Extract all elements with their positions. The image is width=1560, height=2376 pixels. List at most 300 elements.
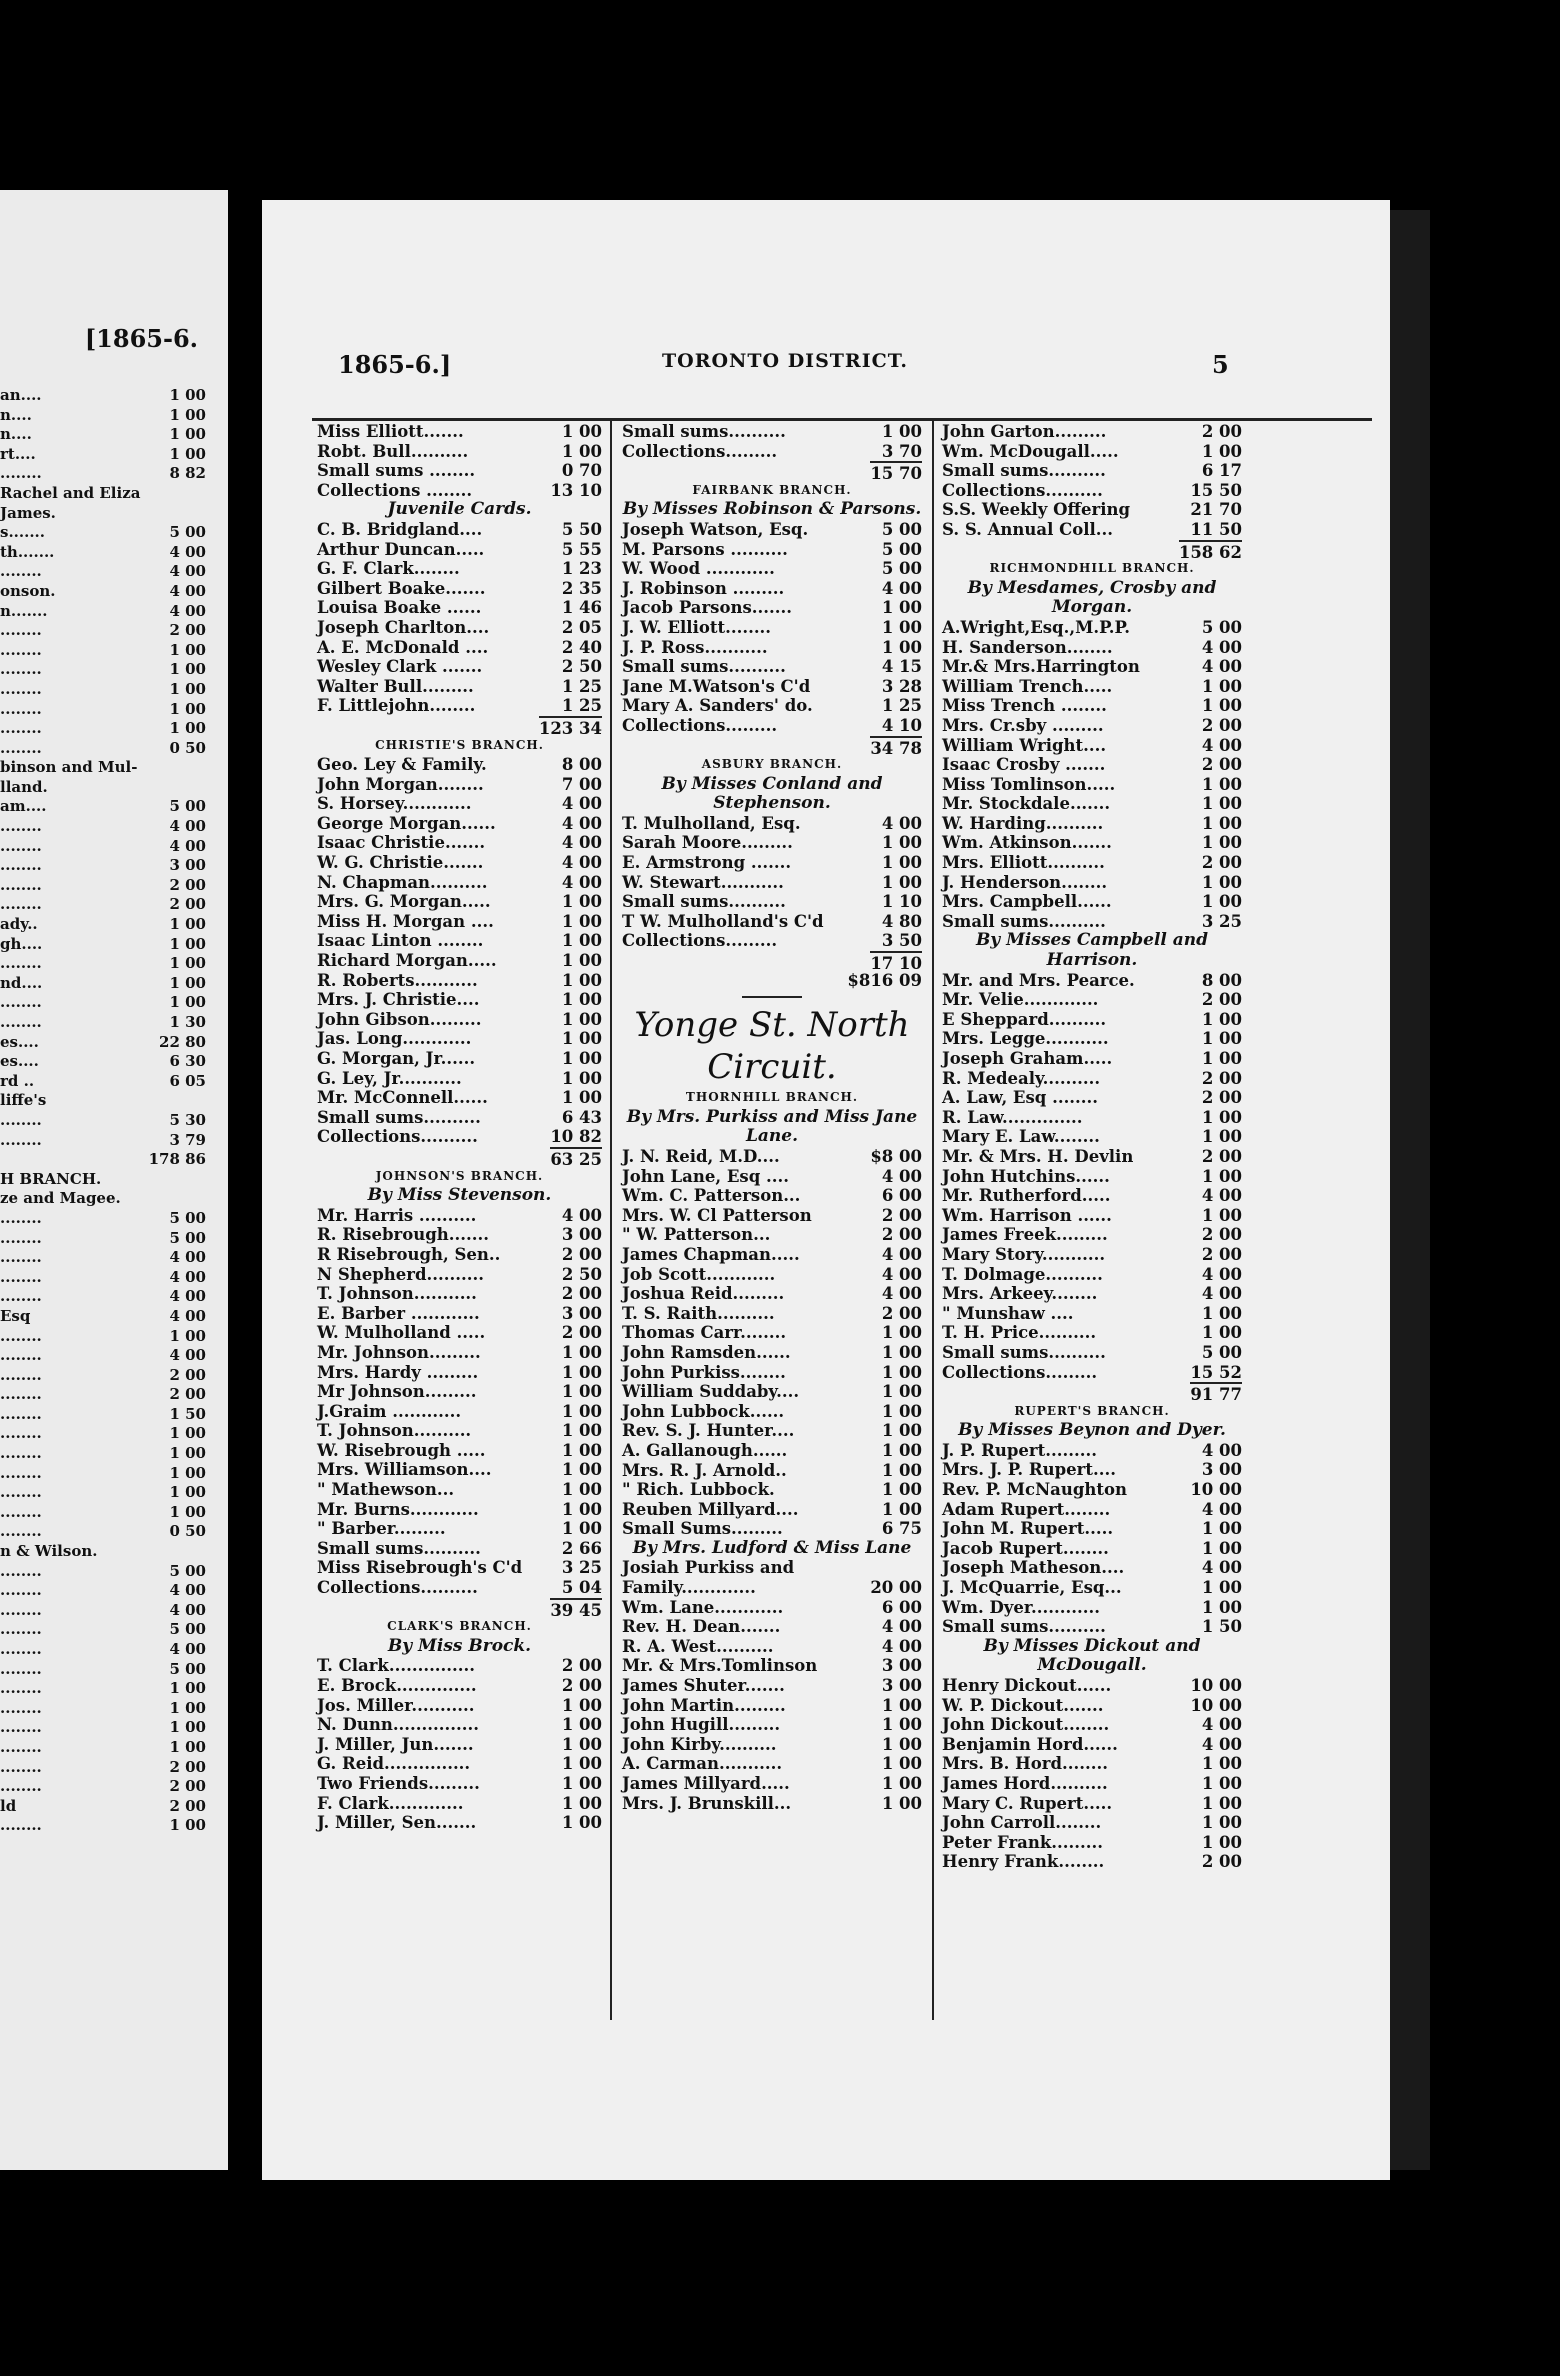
contribution-row xyxy=(942,1500,1242,1520)
contribution-row xyxy=(622,1363,922,1383)
contribution-amount: 3 25 xyxy=(561,1558,602,1578)
previous-page-line xyxy=(0,817,220,837)
contributor-name: G. F. Clark........ xyxy=(317,559,460,579)
contribution-row xyxy=(942,422,1242,442)
previous-page-line-amount: 2 00 xyxy=(169,1777,206,1796)
contribution-amount: 1 00 xyxy=(881,422,922,441)
contributor-name: Miss H. Morgan .... xyxy=(317,911,494,931)
contribution-row xyxy=(622,1206,922,1226)
contributor-name: Two Friends......... xyxy=(317,1773,480,1793)
contribution-amount: 15 50 xyxy=(1190,480,1242,500)
previous-page-line-name: Rachel and Eliza xyxy=(0,483,141,502)
contributor-name: J. Henderson........ xyxy=(942,872,1108,892)
contributor-name: Mr. and Mrs. Pearce. xyxy=(942,970,1135,990)
contribution-row xyxy=(942,1108,1242,1128)
contribution-row xyxy=(317,559,602,579)
previous-page-line-amount: 5 00 xyxy=(169,1620,206,1639)
contributor-name: Collections......... xyxy=(942,1362,1098,1382)
contribution-amount: 1 00 xyxy=(1201,1793,1242,1813)
previous-page-line-amount: 4 00 xyxy=(169,1600,206,1619)
contributor-name: James Chapman..... xyxy=(622,1244,800,1264)
contributor-name: T. Mulholland, Esq. xyxy=(622,813,801,833)
contribution-amount: 2 00 xyxy=(561,1676,602,1695)
contributor-name: Collections......... xyxy=(622,441,778,461)
contribution-amount: 1 00 xyxy=(881,833,922,853)
contributor-name: N. Chapman.......... xyxy=(317,872,488,892)
previous-page-line xyxy=(0,1797,220,1817)
previous-page-line xyxy=(0,1327,220,1347)
previous-page-line xyxy=(0,582,220,602)
column-3 xyxy=(942,422,1242,1872)
contribution-row xyxy=(317,1304,602,1324)
previous-page-line xyxy=(0,425,220,445)
previous-page-line-amount: 1 00 xyxy=(169,1502,206,1521)
previous-page-line xyxy=(0,1405,220,1425)
contributor-name: W. Harding.......... xyxy=(942,813,1104,833)
previous-page-line xyxy=(0,1444,220,1464)
subtotal-amount: 15 70 xyxy=(870,461,922,484)
contributor-name: Walter Bull......... xyxy=(317,676,474,696)
contribution-row xyxy=(622,1558,922,1578)
contribution-amount: $816 09 xyxy=(847,970,922,990)
contribution-amount: 4 00 xyxy=(881,1244,922,1264)
contribution-row xyxy=(622,1421,922,1441)
contribution-row xyxy=(622,1245,922,1265)
previous-page-line-amount: 1 00 xyxy=(169,1424,206,1443)
previous-page-line-amount: 5 00 xyxy=(169,1228,206,1247)
contribution-row xyxy=(942,1519,1242,1539)
contributor-name: J. N. Reid, M.D.... xyxy=(622,1147,780,1166)
contributor-name: Joseph Watson, Esq. xyxy=(622,519,809,539)
previous-page-line-name: rd .. xyxy=(0,1071,35,1090)
contribution-row xyxy=(622,1519,922,1539)
contributor-name: Isaac Linton ........ xyxy=(317,931,484,951)
running-head-year: 1865-6.] xyxy=(338,350,452,379)
column-2 xyxy=(622,422,922,1813)
contributor-name: Richard Morgan..... xyxy=(317,951,497,971)
contribution-row xyxy=(942,1558,1242,1578)
previous-page-line-amount: 1 00 xyxy=(169,1816,206,1835)
contribution-row xyxy=(942,1343,1242,1363)
contribution-amount: 6 17 xyxy=(1201,461,1242,481)
branch-heading: ASBURY BRANCH. xyxy=(701,757,843,772)
contribution-row xyxy=(942,1323,1242,1343)
circuit-heading: Circuit. xyxy=(707,1047,837,1088)
contribution-row xyxy=(317,1460,602,1480)
contributor-name: Small sums.......... xyxy=(942,1617,1106,1637)
previous-page-line-name: ........ xyxy=(0,817,42,836)
previous-page-line-name: ld xyxy=(0,1796,17,1815)
contributor-name: T. H. Price.......... xyxy=(942,1323,1097,1343)
contribution-row xyxy=(317,814,602,834)
contribution-row xyxy=(317,657,602,677)
previous-page-line-amount: 4 00 xyxy=(169,1640,206,1658)
previous-page-line-amount: 1 00 xyxy=(169,915,206,934)
contributor-name: G. Morgan, Jr...... xyxy=(317,1049,476,1068)
contribution-amount: 1 00 xyxy=(1201,1578,1242,1598)
previous-page-line-name: binson and Mul- xyxy=(0,758,138,777)
previous-page-line-amount: 5 00 xyxy=(169,1561,206,1580)
branch-heading: THORNHILL BRANCH. xyxy=(685,1090,859,1105)
contributor-name: Mrs. Hardy ......... xyxy=(317,1362,479,1382)
contribution-amount: 1 00 xyxy=(1201,1538,1242,1558)
previous-page-line-name: am.... xyxy=(0,797,47,816)
contributor-name: William Suddaby.... xyxy=(622,1382,800,1402)
previous-page-line-amount: 2 00 xyxy=(169,1757,206,1776)
contribution-row xyxy=(622,422,922,442)
contribution-amount: 4 00 xyxy=(1201,657,1242,677)
previous-page-line xyxy=(0,1072,220,1092)
previous-page-line-amount: 2 00 xyxy=(169,1385,206,1404)
contributor-name: Mrs. G. Morgan..... xyxy=(317,892,491,912)
contributor-name: R. Law.............. xyxy=(942,1107,1083,1127)
contributor-name: Wm. Harrison ...... xyxy=(942,1205,1112,1225)
previous-page-line xyxy=(0,543,220,563)
section-rule xyxy=(622,990,922,1004)
contribution-row xyxy=(622,1500,922,1520)
contribution-amount: 2 00 xyxy=(561,1656,602,1676)
previous-page-line-name: ........ xyxy=(0,1463,42,1482)
contribution-amount: 1 00 xyxy=(881,1460,922,1480)
contribution-row xyxy=(622,1284,922,1304)
column-divider xyxy=(932,420,934,2020)
contribution-row xyxy=(622,1402,922,1422)
contributor-name: Mary E. Law........ xyxy=(942,1127,1100,1147)
contribution-amount: 3 00 xyxy=(561,1225,602,1245)
contribution-amount: 1 00 xyxy=(1201,1303,1242,1323)
contributor-name: A. Gallanough...... xyxy=(622,1440,788,1460)
contributor-name: Small sums.......... xyxy=(317,1107,481,1127)
contribution-amount: 2 00 xyxy=(881,1225,922,1245)
previous-page-line xyxy=(0,1170,220,1190)
contribution-row xyxy=(317,1656,602,1676)
contribution-row xyxy=(942,853,1242,873)
contributor-name: R. A. West.......... xyxy=(622,1636,774,1656)
previous-page-line-amount: 5 30 xyxy=(169,1110,206,1129)
previous-page-line-name: n....... xyxy=(0,601,48,620)
contribution-amount: 1 00 xyxy=(881,1401,922,1421)
contribution-amount: 4 00 xyxy=(561,833,602,853)
contribution-amount: 1 00 xyxy=(561,1480,602,1500)
contributor-name: W. Risebrough ..... xyxy=(317,1440,486,1460)
contribution-row xyxy=(942,1206,1242,1226)
contribution-row xyxy=(622,1696,922,1716)
contribution-row xyxy=(942,912,1242,932)
contributor-name: G. Reid............... xyxy=(317,1754,471,1774)
contribution-amount: 1 00 xyxy=(561,1009,602,1029)
contributor-name: E. Armstrong ....... xyxy=(622,853,792,873)
circuit-heading: Yonge St. North xyxy=(634,1005,910,1046)
contribution-row xyxy=(942,657,1242,677)
previous-page-line-name: ........ xyxy=(0,1600,42,1619)
contribution-row xyxy=(317,1500,602,1520)
contribution-amount: 2 00 xyxy=(1201,1244,1242,1264)
contributor-name: Jane M.Watson's C'd xyxy=(622,676,811,696)
contributor-name: A. E. McDonald .... xyxy=(317,637,489,657)
previous-page-line xyxy=(0,1562,220,1582)
subtotal-amount: 158 62 xyxy=(1179,540,1242,563)
previous-page-line xyxy=(0,700,220,720)
contribution-amount: 6 75 xyxy=(881,1519,922,1539)
contribution-amount: 1 00 xyxy=(561,1754,602,1774)
contribution-amount: 1 00 xyxy=(561,441,602,461)
contributor-name: Small sums.......... xyxy=(622,422,786,441)
contribution-amount: 2 50 xyxy=(561,1264,602,1284)
previous-page-line-name: ........ xyxy=(0,699,42,718)
contributor-name: Arthur Duncan..... xyxy=(317,539,485,559)
previous-page-line-name: es.... xyxy=(0,1032,39,1051)
previous-page-line-name: ........ xyxy=(0,993,42,1012)
contributor-name: Jacob Rupert........ xyxy=(942,1538,1109,1558)
previous-page-line-name: es.... xyxy=(0,1052,39,1071)
previous-page-line-amount: 2 00 xyxy=(169,1796,206,1815)
previous-page-line xyxy=(0,484,220,504)
previous-page-line-amount: 1 00 xyxy=(169,640,206,659)
contribution-amount: 1 00 xyxy=(1201,1519,1242,1539)
contribution-amount: 1 00 xyxy=(561,1773,602,1793)
contribution-amount: 3 28 xyxy=(881,676,922,696)
contribution-row xyxy=(317,853,602,873)
previous-page-line-name: James. xyxy=(0,503,56,522)
contribution-amount: 1 00 xyxy=(561,931,602,951)
contributor-name: Mr. McConnell...... xyxy=(317,1088,488,1108)
contributor-name: John Purkiss........ xyxy=(622,1362,786,1382)
previous-page-line xyxy=(0,504,220,524)
contribution-amount: 0 70 xyxy=(561,461,602,481)
contributor-name: Mary C. Rupert..... xyxy=(942,1793,1113,1813)
contribution-amount: 4 80 xyxy=(881,911,922,931)
contribution-row xyxy=(317,1794,602,1814)
subtotal-amount: 91 77 xyxy=(1190,1382,1242,1405)
previous-page-line-name: H BRANCH. xyxy=(0,1169,102,1188)
previous-page xyxy=(0,190,228,2170)
contributor-name: S. Horsey............ xyxy=(317,794,472,814)
contributor-name: " Mathewson... xyxy=(317,1480,455,1500)
running-head-title: TORONTO DISTRICT. xyxy=(662,350,909,372)
contribution-amount: 3 50 xyxy=(881,931,922,951)
contribution-amount: 2 05 xyxy=(561,617,602,637)
previous-page-line-amount: 4 00 xyxy=(169,1581,206,1600)
previous-page-line xyxy=(0,660,220,680)
previous-page-line-amount: 2 00 xyxy=(169,621,206,640)
previous-page-line-name: ........ xyxy=(0,1679,42,1698)
subtotal-row xyxy=(622,736,922,756)
previous-page-line-name: ........ xyxy=(0,464,42,483)
contributor-name: Wm. McDougall..... xyxy=(942,441,1119,461)
previous-page-line-amount: 3 79 xyxy=(169,1130,206,1149)
collector-heading: By Miss Brock. xyxy=(387,1635,532,1656)
contributor-name: Miss Trench ........ xyxy=(942,696,1107,716)
previous-page-line xyxy=(0,1385,220,1405)
contributor-name: George Morgan...... xyxy=(317,813,496,833)
contributor-name: Wm. Dyer............ xyxy=(942,1597,1100,1617)
collector-heading: By Mrs. Ludford & Miss Lane xyxy=(632,1537,912,1558)
contribution-row xyxy=(317,461,602,481)
previous-page-line-name: ........ xyxy=(0,640,42,659)
contribution-amount: 4 00 xyxy=(1201,1499,1242,1519)
previous-page-line-name: ........ xyxy=(0,1385,42,1404)
contribution-amount: 1 00 xyxy=(561,1049,602,1068)
contribution-amount: 1 00 xyxy=(881,1715,922,1735)
contribution-amount: 2 00 xyxy=(561,1323,602,1343)
contribution-amount: 1 00 xyxy=(561,1068,602,1088)
contribution-amount: 1 00 xyxy=(881,1342,922,1362)
contributor-name: Job Scott............ xyxy=(622,1264,776,1284)
contributor-name: Small sums.......... xyxy=(622,892,786,912)
previous-page-line-name: ........ xyxy=(0,1561,42,1580)
contribution-row xyxy=(942,1441,1242,1461)
contributor-name: T. Dolmage.......... xyxy=(942,1264,1103,1284)
contribution-amount: 2 00 xyxy=(881,1303,922,1323)
previous-page-line xyxy=(0,1091,220,1111)
contributor-name: Collections ........ xyxy=(317,480,473,500)
contributor-name: James Freek......... xyxy=(942,1225,1108,1245)
previous-page-line-amount: 1 00 xyxy=(169,1718,206,1737)
previous-page-line-amount: 1 30 xyxy=(169,1013,206,1031)
contributor-name: T. Johnson.......... xyxy=(317,1421,472,1441)
contribution-amount: 5 00 xyxy=(881,539,922,559)
contributor-name: Collections.......... xyxy=(317,1578,478,1598)
branch-heading: CLARK'S BRANCH. xyxy=(387,1619,532,1634)
contribution-row xyxy=(317,1265,602,1285)
contribution-row xyxy=(622,1304,922,1324)
previous-page-line-name: ........ xyxy=(0,895,42,914)
contribution-amount: 1 00 xyxy=(1201,833,1242,853)
contribution-amount: 1 00 xyxy=(1201,1597,1242,1617)
contribution-amount: 2 00 xyxy=(561,1244,602,1264)
contributor-name: Miss Tomlinson..... xyxy=(942,774,1116,794)
contributor-name: F. Littlejohn........ xyxy=(317,696,476,716)
contributor-name: " Barber......... xyxy=(317,1519,446,1539)
previous-page-line xyxy=(0,719,220,739)
collector-heading: McDougall. xyxy=(1037,1655,1147,1676)
previous-page-line xyxy=(0,445,220,465)
contributor-name: " Rich. Lubbock. xyxy=(622,1480,775,1500)
contribution-amount: 5 00 xyxy=(881,559,922,579)
contribution-row xyxy=(942,638,1242,658)
previous-page-line xyxy=(0,1542,220,1562)
contribution-amount: $8 00 xyxy=(870,1147,922,1166)
previous-page-line xyxy=(0,954,220,974)
contribution-row xyxy=(317,873,602,893)
contribution-row xyxy=(942,1284,1242,1304)
contributor-name: John Gibson......... xyxy=(317,1009,482,1029)
previous-page-line-amount: 3 00 xyxy=(169,856,206,875)
contribution-amount: 1 00 xyxy=(1201,1107,1242,1127)
contribution-row xyxy=(942,442,1242,462)
contribution-amount: 1 00 xyxy=(561,1401,602,1421)
contributor-name: Henry Frank........ xyxy=(942,1852,1105,1872)
previous-page-line-amount: 1 00 xyxy=(169,386,206,404)
contribution-row xyxy=(317,1088,602,1108)
contribution-amount: 1 25 xyxy=(561,676,602,696)
previous-page-line-amount: 1 00 xyxy=(169,934,206,953)
previous-page-line-name: ........ xyxy=(0,738,42,757)
contributor-name: M. Parsons .......... xyxy=(622,539,788,559)
previous-page-line-name: n.... xyxy=(0,405,32,424)
contributor-name: R. Medealy.......... xyxy=(942,1068,1101,1088)
page-edge xyxy=(1390,210,1430,2170)
contributor-name: Small sums.......... xyxy=(942,1342,1106,1362)
previous-page-line-amount: 4 00 xyxy=(169,581,206,600)
contribution-amount: 1 00 xyxy=(561,990,602,1010)
contribution-row xyxy=(942,1167,1242,1187)
contribution-amount: 1 00 xyxy=(881,1793,922,1813)
previous-page-line-amount: 1 00 xyxy=(169,699,206,718)
contributor-name: J. Miller, Sen....... xyxy=(317,1813,477,1833)
contribution-row xyxy=(942,1460,1242,1480)
contribution-amount: 1 00 xyxy=(881,637,922,657)
previous-page-line xyxy=(0,1601,220,1621)
previous-page-line-name: ........ xyxy=(0,1522,42,1541)
branch-heading: RUPERT'S BRANCH. xyxy=(1014,1403,1170,1418)
contribution-row xyxy=(942,794,1242,814)
contribution-amount: 2 00 xyxy=(1201,715,1242,735)
previous-page-line-name: ........ xyxy=(0,856,42,875)
contribution-amount: 5 55 xyxy=(561,539,602,559)
contribution-amount: 21 70 xyxy=(1190,500,1242,520)
contributor-name: John Lane, Esq .... xyxy=(622,1166,789,1186)
contribution-row xyxy=(317,442,602,462)
contributor-name: Collections.......... xyxy=(317,1127,478,1147)
previous-page-line-name: nd.... xyxy=(0,973,43,992)
contributor-name: Jacob Parsons....... xyxy=(622,598,792,618)
previous-page-line xyxy=(0,1189,220,1209)
previous-page-line-name: ........ xyxy=(0,1287,42,1306)
previous-page-line-amount: 22 80 xyxy=(159,1032,206,1051)
contributor-name: Small sums.......... xyxy=(622,657,786,677)
contribution-row xyxy=(622,1656,922,1676)
contributor-name: W. G. Christie....... xyxy=(317,853,484,873)
contribution-row xyxy=(622,716,922,736)
contribution-row xyxy=(317,971,602,991)
contribution-row xyxy=(317,1441,602,1461)
contribution-amount: 1 00 xyxy=(881,1734,922,1754)
previous-page-line-name: ........ xyxy=(0,660,42,679)
contribution-amount: 1 00 xyxy=(881,1499,922,1519)
contribution-row xyxy=(622,677,922,697)
contributor-name: Wm. C. Patterson... xyxy=(622,1186,801,1206)
collector-heading: By Misses Beynon and Dyer. xyxy=(958,1420,1226,1441)
contributor-name: Reuben Millyard.... xyxy=(622,1499,799,1519)
previous-page-line-amount: 1 50 xyxy=(169,1404,206,1423)
contribution-amount: 4 00 xyxy=(881,1284,922,1304)
contributor-name: W. Stewart........... xyxy=(622,872,784,892)
previous-page-line-amount: 178 86 xyxy=(148,1150,206,1169)
previous-page-line xyxy=(0,1758,220,1778)
contribution-amount: 1 25 xyxy=(881,696,922,716)
contribution-amount: 5 00 xyxy=(1201,1342,1242,1362)
contribution-row xyxy=(622,873,922,893)
contribution-row xyxy=(622,1225,922,1245)
contribution-amount: 2 66 xyxy=(561,1538,602,1558)
contributor-name: Sarah Moore......... xyxy=(622,833,793,853)
contribution-amount: 1 00 xyxy=(1201,1009,1242,1029)
contributor-name: Wm. Atkinson....... xyxy=(942,833,1112,853)
contribution-row xyxy=(622,1715,922,1735)
contribution-row xyxy=(317,931,602,951)
contribution-amount: 3 00 xyxy=(561,1303,602,1323)
contribution-row xyxy=(317,775,602,795)
contributor-name: J. Miller, Jun....... xyxy=(317,1734,474,1754)
previous-page-line-name: rt.... xyxy=(0,444,36,463)
contribution-amount: 2 40 xyxy=(561,637,602,657)
previous-page-line xyxy=(0,1052,220,1072)
previous-page-line-name: ady.. xyxy=(0,915,38,934)
previous-page-line-amount: 1 00 xyxy=(169,679,206,698)
contribution-row xyxy=(942,1363,1242,1383)
previous-page-line-amount: 5 00 xyxy=(169,1208,206,1227)
